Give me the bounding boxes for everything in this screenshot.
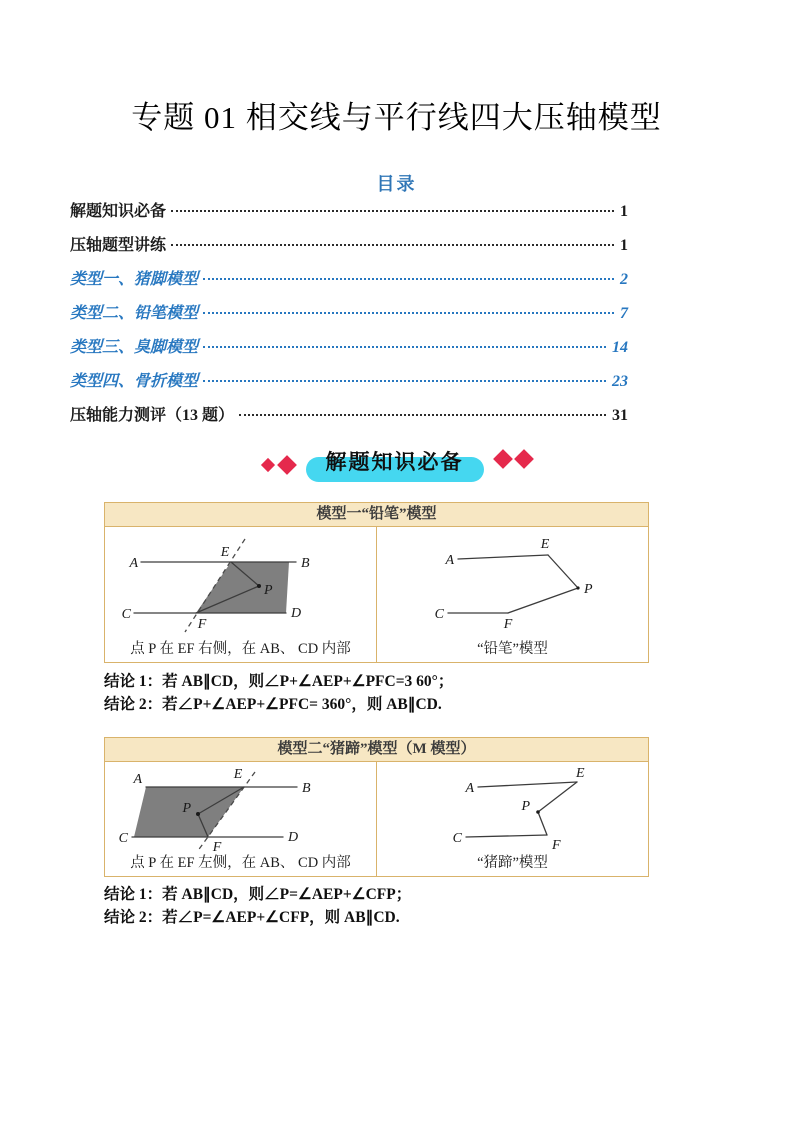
label-P: P xyxy=(182,801,191,816)
label-A: A xyxy=(465,781,474,796)
model1-left-caption: 点 P 在 EF 右侧，在 AB、 CD 内部 xyxy=(130,641,351,657)
toc-entry-type4[interactable] xyxy=(70,368,628,402)
segment-AE xyxy=(478,782,577,787)
label-P: P xyxy=(521,799,530,814)
badge-left-decoration xyxy=(263,458,294,472)
model2-box-header: 模型二“猪蹄”模型（M 模型） xyxy=(105,738,648,762)
toc-dot-leader xyxy=(171,244,614,246)
toc-entry-training[interactable] xyxy=(70,232,628,266)
model2-box xyxy=(104,737,649,877)
model1-conclusion-1: 结论 1：若 AB∥CD，则∠P+∠AEP+∠PFC=3 60°； xyxy=(104,673,454,690)
point-P-dot xyxy=(196,812,200,816)
segment-FC xyxy=(466,835,547,837)
toc-entry-assessment[interactable] xyxy=(70,402,628,436)
trotter-model-diagram-detailed xyxy=(105,764,377,856)
toc-page-number: 2 xyxy=(620,271,628,288)
label-F: F xyxy=(503,617,513,632)
toc-dot-leader xyxy=(203,380,606,382)
toc-page-number: 14 xyxy=(612,339,628,356)
label-F: F xyxy=(212,840,222,855)
point-P-dot xyxy=(536,810,540,814)
label-D: D xyxy=(291,606,302,621)
label-P: P xyxy=(584,582,593,597)
label-D: D xyxy=(288,830,299,845)
segment-PF xyxy=(508,588,578,613)
model1-right-caption: “铅笔”模型 xyxy=(477,641,548,657)
model2-right-cell xyxy=(377,762,648,876)
toc-entry-type1[interactable] xyxy=(70,266,628,300)
segment-EP xyxy=(548,555,578,588)
toc-entry-label: 类型三、臭脚模型 xyxy=(70,339,199,356)
label-B: B xyxy=(302,781,311,796)
table-of-contents xyxy=(70,198,628,436)
toc-page-number: 1 xyxy=(620,203,628,220)
trotter-model-diagram-simple xyxy=(377,764,649,856)
label-P: P xyxy=(264,583,273,598)
label-A: A xyxy=(129,556,138,571)
segment-EP xyxy=(538,782,577,812)
label-E: E xyxy=(576,766,585,781)
model2-conclusion-2: 结论 2：若∠P=∠AEP+∠CFP，则 AB∥CD. xyxy=(104,909,400,926)
model2-right-caption: “猪蹄”模型 xyxy=(477,855,548,871)
model2-left-caption: 点 P 在 EF 左侧，在 AB、 CD 内部 xyxy=(130,855,351,871)
toc-page-number: 23 xyxy=(612,373,628,390)
model1-right-cell xyxy=(377,527,648,662)
label-F: F xyxy=(552,838,561,853)
segment-PF xyxy=(538,812,547,835)
toc-entry-label: 解题知识必备 xyxy=(70,203,167,220)
model1-conclusion-2: 结论 2：若∠P+∠AEP+∠PFC= 360°，则 AB∥CD. xyxy=(104,696,442,713)
toc-entry-label: 压轴题型讲练 xyxy=(70,237,167,254)
model2-left-cell xyxy=(105,762,377,876)
toc-entry-label: 压轴能力测评（13 题） xyxy=(70,407,235,424)
diamond-icon xyxy=(277,455,297,475)
label-C: C xyxy=(121,607,131,622)
label-B: B xyxy=(301,556,310,571)
label-A: A xyxy=(445,553,454,568)
label-C: C xyxy=(118,831,128,846)
model2-box-body xyxy=(105,762,648,876)
toc-dot-leader xyxy=(171,210,614,212)
label-E: E xyxy=(540,537,550,552)
toc-dot-leader xyxy=(203,278,614,280)
page-title: 专题 01 相交线与平行线四大压轴模型 xyxy=(131,100,662,135)
point-P-dot xyxy=(576,586,579,589)
model2-conclusions xyxy=(104,883,411,929)
toc-entry-label: 类型二、铅笔模型 xyxy=(70,305,199,322)
toc-page-number: 7 xyxy=(620,305,628,322)
toc-dot-leader xyxy=(239,414,606,416)
toc-dot-leader xyxy=(203,346,606,348)
toc-page-number: 31 xyxy=(612,407,628,424)
section-header-badge xyxy=(0,446,793,482)
segment-AE xyxy=(458,555,548,559)
section-title: 解题知识必备 xyxy=(325,451,464,474)
label-C: C xyxy=(434,607,444,622)
toc-entry-label: 类型一、猪脚模型 xyxy=(70,271,199,288)
toc-page-number: 1 xyxy=(620,237,628,254)
toc-heading: 目录 xyxy=(376,174,417,194)
toc-entry-label: 类型四、骨折模型 xyxy=(70,373,199,390)
label-F: F xyxy=(197,617,207,632)
toc-dot-leader xyxy=(203,312,614,314)
toc-entry-knowledge[interactable] xyxy=(70,198,628,232)
badge-right-decoration xyxy=(496,452,531,466)
label-C: C xyxy=(452,831,462,846)
point-P-dot xyxy=(257,584,261,588)
model2-conclusion-1: 结论 1：若 AB∥CD，则∠P=∠AEP+∠CFP； xyxy=(104,886,412,903)
pencil-model-diagram-simple xyxy=(377,529,649,641)
label-A: A xyxy=(133,772,142,787)
toc-entry-type3[interactable] xyxy=(70,334,628,368)
model1-box xyxy=(104,502,649,663)
badge-pill-wrap xyxy=(306,446,484,482)
diamond-icon xyxy=(514,449,534,469)
pencil-model-diagram-detailed xyxy=(105,529,377,641)
label-E: E xyxy=(233,767,243,782)
diamond-icon xyxy=(493,449,513,469)
diamond-icon xyxy=(260,458,274,472)
shaded-region xyxy=(196,562,289,613)
model1-left-cell xyxy=(105,527,377,662)
model1-box-header: 模型一“铅笔”模型 xyxy=(105,503,648,527)
toc-entry-type2[interactable] xyxy=(70,300,628,334)
model1-box-body xyxy=(105,527,648,662)
label-E: E xyxy=(220,545,230,560)
model1-conclusions xyxy=(104,670,453,716)
